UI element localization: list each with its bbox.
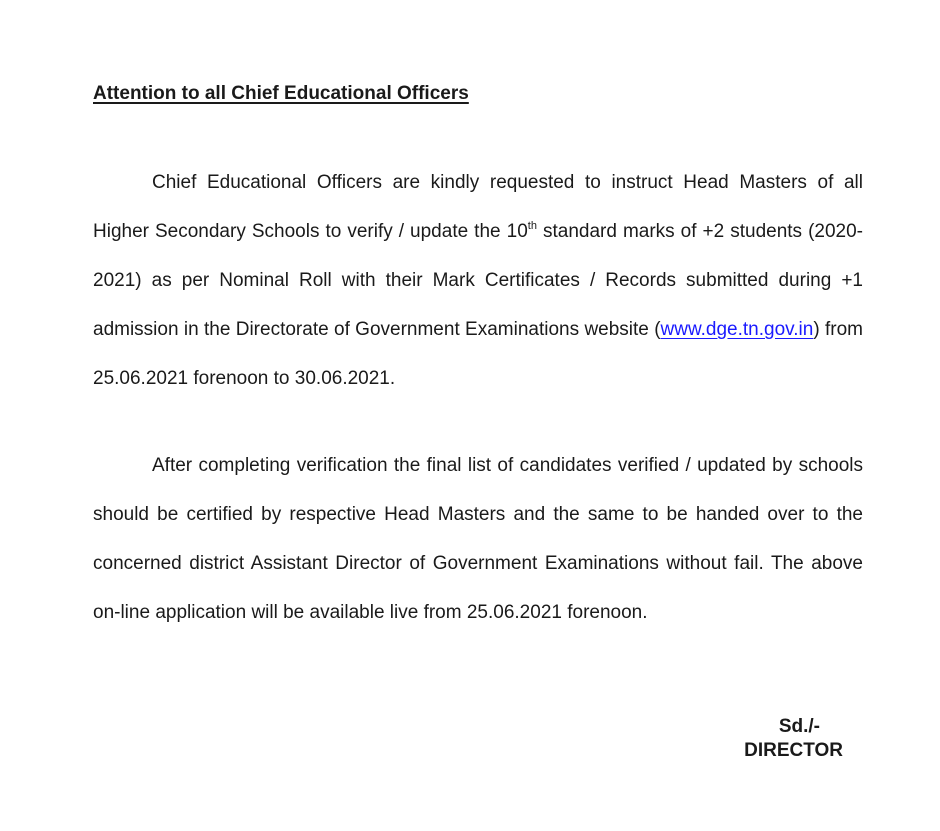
paragraph-1-text-b: standard marks of +2 students (2020-2021) as per Nominal Roll with their Mark Certificates / Records submitted during +1 admission in the Directorate of Government Examinations website ( <box>93 221 864 340</box>
website-link[interactable]: www.dge.tn.gov.in <box>660 319 814 340</box>
notice-paragraph-2 <box>93 441 863 637</box>
paragraph-1-text-a: Chief Educational Officers are kindly requested to instruct Head Masters of all Higher Secondary Schools to verify / update the 10 <box>93 172 863 242</box>
paragraph-1-text-c: ) from 25.06.2021 forenoon to 30.06.2021. <box>93 319 863 389</box>
ordinal-superscript: th <box>527 220 537 232</box>
notice-heading: Attention to all Chief Educational Officers <box>93 83 469 104</box>
signature-title: DIRECTOR <box>744 740 843 761</box>
paragraph-2-text: After completing verification the final list of candidates verified / updated by schools should be certified by respective Head Masters and the same to be handed over to the concerned district Assistant Director of Government Examinations without fail. The above on-line application will be available live from 25.06.2021 forenoon. <box>93 455 863 623</box>
notice-paragraph-1 <box>93 158 863 403</box>
signature-sd: Sd./- <box>778 716 820 737</box>
